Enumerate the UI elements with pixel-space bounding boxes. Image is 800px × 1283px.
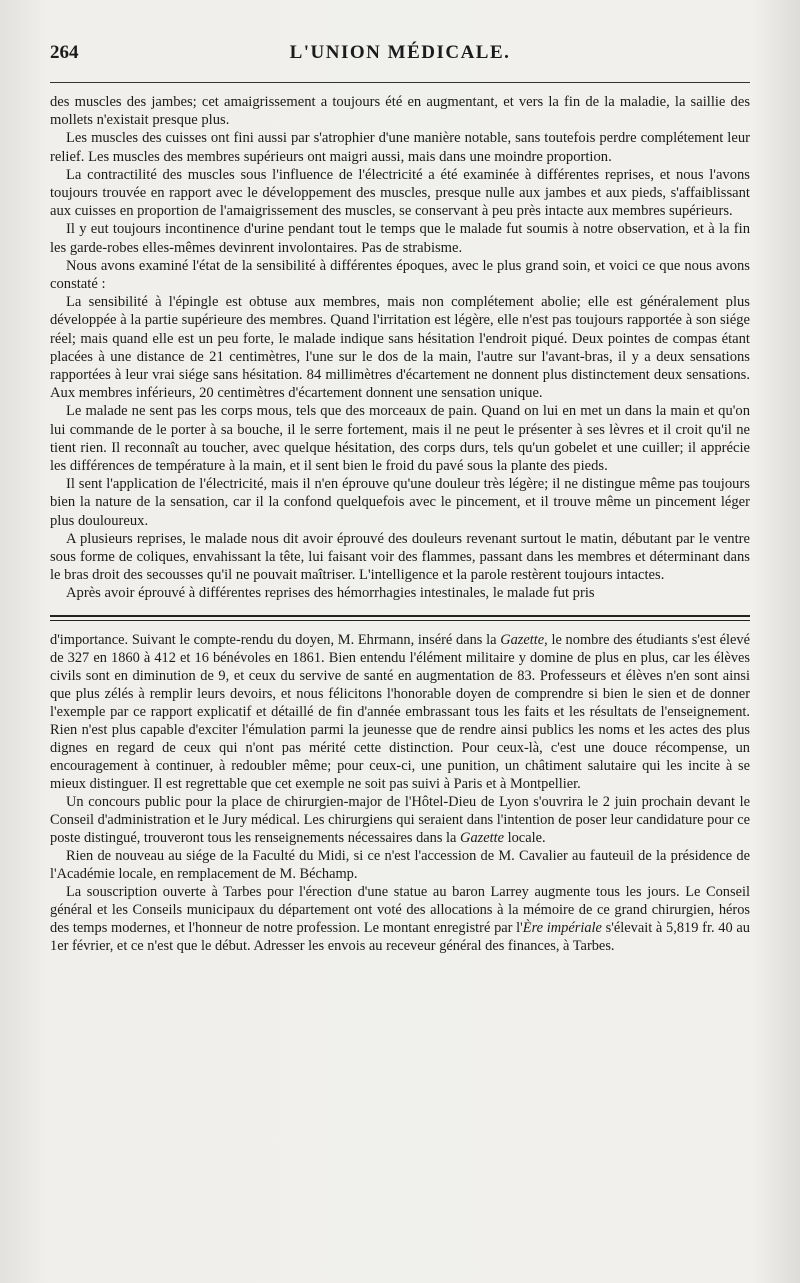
- feuilleton-paragraph: Rien de nouveau au siége de la Faculté du Midi, si ce n'est l'accession de M. Cavalier au fauteuil de la présidence de l'Académie locale, en remplacement de M. Béchamp.: [50, 847, 750, 882]
- article-paragraph: Les muscles des cuisses ont fini aussi par s'atrophier d'une manière notable, sans toutefois perdre complétement leur relief. Les muscles des membres supérieurs ont maigri aussi, mais dans une moindre proportion.: [50, 130, 750, 165]
- italic-title: Gazette: [500, 631, 545, 648]
- feuilleton-paragraph: [50, 793, 750, 847]
- text-run: , le nombre des étudiants s'est élevé de 327 en 1860 à 412 et 16 bénévoles en 1861. Bien entendu l'élément militaire y domine de plus en plus, car les élèves civils sont en diminution de 9, et ceux du servive de santé en augmentation de 83. Professeurs et élèves n'en sont ainsi que plus zélés à remplir leurs devoirs, et nous félicitons l'honorable doyen de comprendre si bien le sien et de donner l'exemple par ce rapport explicatif et détaillé de fin d'année embrassant tous les faits et les résultats de l'enseignement. Rien n'est plus capable d'exciter l'émulation parmi la jeunesse que de rendre ainsi publics les noms et les actes des plus dignes en regard de ceux qui n'ont pas mérité cette distinction. Pour ceux-là, c'est une douce récompense, un encouragement à continuer, à redoubler même; pour ceux-ci, une punition, un châtiment salutaire qui les incite à se mieux distinguer. Il est regrettable que cet exemple ne soit pas suivi à Paris et à Montpellier.: [50, 631, 751, 792]
- text-run: locale.: [504, 829, 546, 846]
- main-article: [50, 93, 750, 603]
- text-run: s'élevait à 5,819 fr. 40 au 1er février, et ce n'est que le début. Adresser les envois au receveur général des finances, à Tarbes.: [50, 919, 750, 954]
- page-number: 264: [50, 42, 79, 63]
- article-paragraph: Nous avons examiné l'état de la sensibilité à différentes époques, avec le plus grand soin, et voici ce que nous avons constaté :: [50, 257, 750, 293]
- header-rule: [50, 82, 750, 83]
- article-paragraph: La sensibilité à l'épingle est obtuse aux membres, mais non complétement abolie; elle est généralement plus développée à la partie supérieure des membres. Quand l'irritation est légère, elle n'est pas toujours rapportée à son siége réel; mais quand elle est un peu forte, le malade indique sans hésitation l'endroit piqué. Deux pointes de compas étant placées à une distance de 21 centimètres, l'une sur le dos de la main, l'autre sur l'avant-bras, il y a deux sensations rapportées à leur vrai siége sans hésitation. 84 millimètres d'écartement ne donnent plus distinctement deux sensations. Aux membres inférieurs, 20 centimètres d'écartement donnent une sensation unique.: [50, 294, 750, 402]
- text-run: La souscription ouverte à Tarbes pour l'érection d'une statue au baron Larrey augmente tous les jours. Le Conseil général et les Conseils municipaux du département ont voté des allocations à la mémoire de ce grand chirurgien, héros des temps modernes, et l'honneur de notre profession. Le montant enregistré par l': [50, 883, 750, 936]
- article-paragraph: des muscles des jambes; cet amaigrissement a toujours été en augmentant, et vers la fin de la maladie, la saillie des mollets n'existait presque plus.: [50, 94, 750, 129]
- article-paragraph: Le malade ne sent pas les corps mous, tels que des morceaux de pain. Quand on lui en met un dans la main et qu'on lui commande de le porter à sa bouche, il le serre fortement, mais il ne peut le présenter à ses lèvres et il croit qu'il ne tient rien. Il reconnaît au toucher, avec quelque hésitation, des corps durs, tels qu'un gobelet et une cuiller; il apprécie les différences de température à la main, et il sent bien le froid du pavé sous la plante des pieds.: [50, 403, 750, 475]
- section-separator: [50, 615, 750, 621]
- article-paragraph: Après avoir éprouvé à différentes reprises des hémorrhagies intestinales, le malade fut pris: [66, 585, 595, 602]
- text-run: d'importance. Suivant le compte-rendu du doyen, M. Ehrmann, inséré dans la: [50, 631, 501, 648]
- feuilleton-paragraph: [50, 631, 750, 793]
- feuilleton-section: [50, 631, 750, 955]
- feuilleton-paragraph: [50, 883, 750, 955]
- article-paragraph: La contractilité des muscles sous l'influence de l'électricité a été examinée à différentes reprises, et nous l'avons toujours trouvée en rapport avec le développement des muscles, presque nulle aux jambes et aux pieds, s'affaiblissant aux cuisses en proportion de l'amaigrissement des muscles, se conservant à peu près intacte aux membres supérieurs.: [50, 166, 750, 220]
- article-paragraph: A plusieurs reprises, le malade nous dit avoir éprouvé des douleurs revenant surtout le matin, débutant par le ventre sous forme de coliques, envahissant la tête, lui faisant voir des flammes, passant dans les membres et déterminant dans le bras droit des secousses qu'il ne pouvait maîtriser. L'intelligence et la parole restèrent toujours intactes.: [50, 530, 750, 584]
- text-run: Un concours public pour la place de chirurgien-major de l'Hôtel-Dieu de Lyon s'ouvrira le 2 juin prochain devant le Conseil d'administration et le Jury médical. Les chirurgiens qui seraient dans l'intention de poser leur candidature pour ce poste distingué, trouveront tous les renseignements nécessaires dans la: [50, 793, 750, 846]
- page-header: [50, 42, 750, 82]
- article-paragraph: Il sent l'application de l'électricité, mais il n'en éprouve qu'une douleur très légère; il ne distingue même pas toujours bien la nature de la sensation, car il la confond quelquefois avec le pincement, et il trouve même un pincement léger plus douloureux.: [50, 476, 750, 529]
- running-title: L'UNION MÉDICALE.: [289, 42, 511, 63]
- italic-title: Ère impériale: [522, 919, 602, 936]
- italic-title: Gazette: [460, 829, 505, 846]
- article-paragraph: Il y eut toujours incontinence d'urine pendant tout le temps que le malade fut soumis à notre observation, et à la fin les garde-robes elles-mêmes devinrent involontaires. Pas de strabisme.: [50, 221, 750, 256]
